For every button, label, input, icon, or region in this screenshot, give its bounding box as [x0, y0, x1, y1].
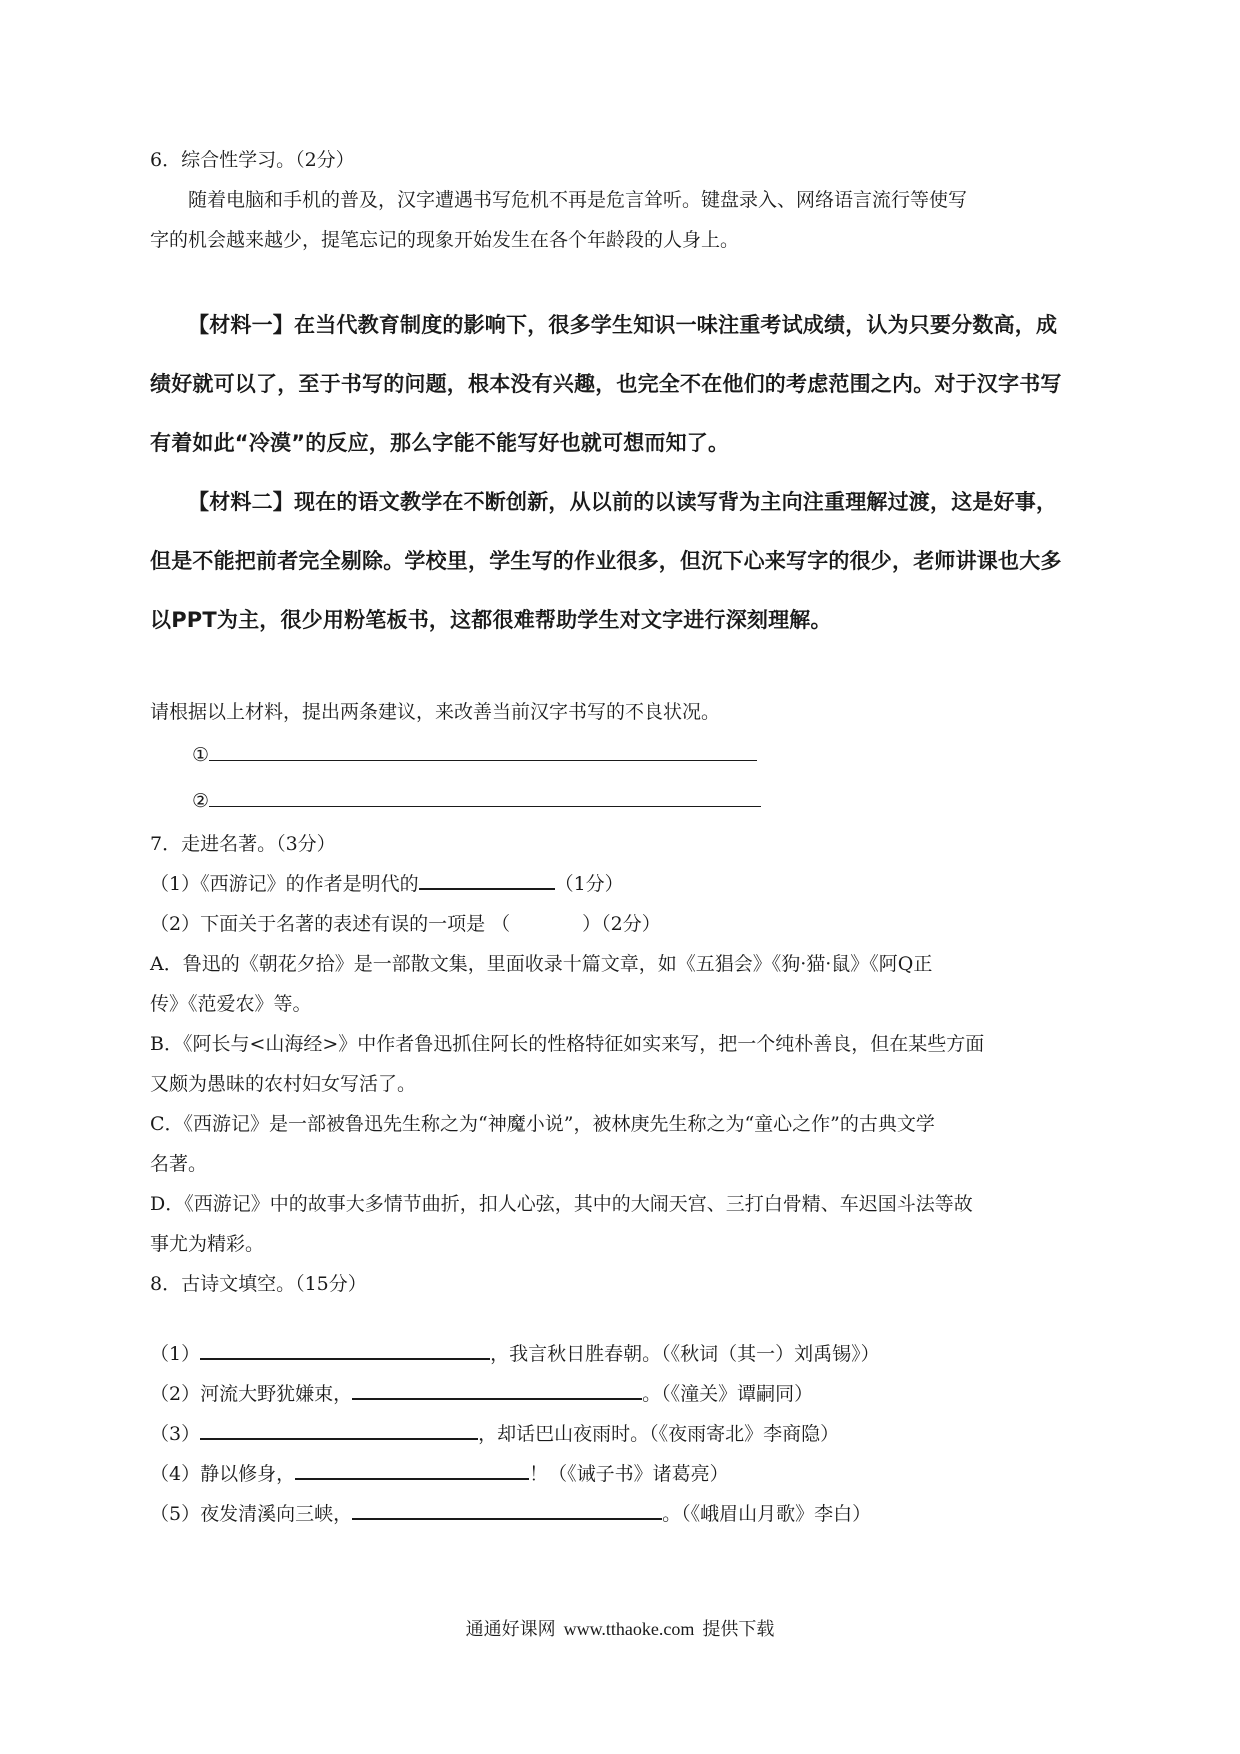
poem-item-3-number: （3） — [150, 1423, 201, 1445]
suggestion-1 — [150, 732, 1098, 778]
q6-intro-line: 随着电脑和手机的普及，汉字遭遇书写危机不再是危言耸听。键盘录入、网络语言流行等使写 — [188, 189, 968, 211]
material-2-line: 【材料二】现在的语文教学在不断创新，从以前的以读写背为主向注重理解过渡，这是好事， — [188, 490, 1058, 514]
q6-intro-line: 字的机会越来越少，提笔忘记的现象开始发生在各个年龄段的人身上。 — [150, 229, 740, 251]
author-blank[interactable] — [419, 866, 555, 890]
option-c: 名著。 — [150, 1153, 208, 1175]
poem-item-1-number: （1） — [150, 1343, 201, 1365]
q7-sub-2 — [150, 904, 1098, 944]
q6-heading: 6．综合性学习。（2分） — [150, 149, 355, 171]
option-d: 事尤为精彩。 — [150, 1233, 265, 1255]
option-c: C．《西游记》是一部被鲁迅先生称之为“神魔小说”，被林庚先生称之为“童心之作”的古典文学 — [150, 1113, 935, 1135]
poem-item-5 — [150, 1494, 1098, 1534]
q7-sub-1-score: （1分） — [554, 873, 624, 895]
page-footer — [0, 1615, 1240, 1641]
footer-url[interactable]: www.tthaoke.com — [563, 1619, 695, 1639]
material-1-line: 有着如此“冷漠”的反应，那么字能不能写好也就可想而知了。 — [150, 431, 730, 455]
poem-item-3-text: ，却话巴山夜雨时。（《夜雨寄北》李商隐） — [478, 1423, 840, 1445]
poem-item-4 — [150, 1454, 1098, 1494]
poem-item-4-source: ！（《诫子书》诸葛亮） — [529, 1463, 729, 1485]
suggestion-2-blank[interactable] — [209, 784, 761, 807]
q7-heading: 7．走进名著。（3分） — [150, 833, 336, 855]
q7-sub-1 — [150, 864, 1098, 904]
q8-heading: 8．古诗文填空。（15分） — [150, 1273, 367, 1295]
worksheet-page — [150, 140, 1098, 1534]
poem-item-3 — [150, 1414, 1098, 1454]
option-d: D．《西游记》中的故事大多情节曲折，扣人心弦，其中的大闹天宫、三打白骨精、车迟国斗法等故 — [150, 1193, 973, 1215]
poem-item-2-text: （2）河流大野犹嫌束， — [150, 1383, 353, 1405]
footer-site-name: 通通好课网 — [465, 1619, 556, 1640]
poem-item-1-text: ，我言秋日胜春朝。（《秋词（其一）刘禹锡》） — [490, 1343, 880, 1365]
option-b: 又颇为愚昧的农村妇女写活了。 — [150, 1073, 417, 1095]
material-1-line: 【材料一】在当代教育制度的影响下，很多学生知识一味注重考试成绩，认为只要分数高，成 — [188, 313, 1058, 337]
suggestion-1-marker: ① — [192, 744, 210, 766]
poem-blank-4[interactable] — [295, 1456, 529, 1480]
poem-item-5-text: （5）夜发清溪向三峡， — [150, 1503, 353, 1525]
option-a: A．鲁迅的《朝花夕拾》是一部散文集，里面收录十篇文章，如《五猖会》《狗·猫·鼠》《阿Q正 — [150, 953, 933, 975]
material-2-line: 以PPT为主，很少用粉笔板书，这都很难帮助学生对文字进行深刻理解。 — [150, 608, 832, 632]
poem-item-5-source: 。（《峨眉山月歌》李白） — [662, 1503, 872, 1525]
q6-prompt: 请根据以上材料，提出两条建议，来改善当前汉字书写的不良状况。 — [150, 701, 721, 723]
poem-item-2 — [150, 1374, 1098, 1414]
material-2-line: 但是不能把前者完全剔除。学校里，学生写的作业很多，但沉下心来写字的很少，老师讲课也大多 — [150, 549, 1062, 573]
footer-download-text: 提供下载 — [702, 1619, 775, 1640]
q7-sub-2-text: （2）下面关于名著的表述有误的一项是 （ — [150, 913, 511, 935]
option-b: B．《阿长与<山海经>》中作者鲁迅抓住阿长的性格特征如实来写，把一个纯朴善良，但在某些方面 — [150, 1033, 985, 1055]
poem-blank-5[interactable] — [352, 1496, 662, 1520]
poem-item-4-text: （4）静以修身， — [150, 1463, 296, 1485]
suggestion-1-blank[interactable] — [209, 738, 757, 761]
poem-blank-1[interactable] — [200, 1336, 490, 1360]
q7-sub-1-text: （1）《西游记》的作者是明代的 — [150, 873, 419, 895]
poem-item-1 — [150, 1334, 1098, 1374]
q7-sub-2-score: ）（2分） — [582, 913, 661, 935]
suggestion-2-marker: ② — [192, 790, 210, 812]
option-a: 传》《范爱农》等。 — [150, 993, 312, 1015]
material-1-line: 绩好就可以了，至于书写的问题，根本没有兴趣，也完全不在他们的考虑范围之内。对于汉字书写 — [150, 372, 1062, 396]
poem-blank-2[interactable] — [352, 1376, 642, 1400]
poem-blank-3[interactable] — [200, 1416, 478, 1440]
poem-item-2-source: 。（《潼关》谭嗣同） — [642, 1383, 814, 1405]
suggestion-2 — [150, 778, 1098, 824]
